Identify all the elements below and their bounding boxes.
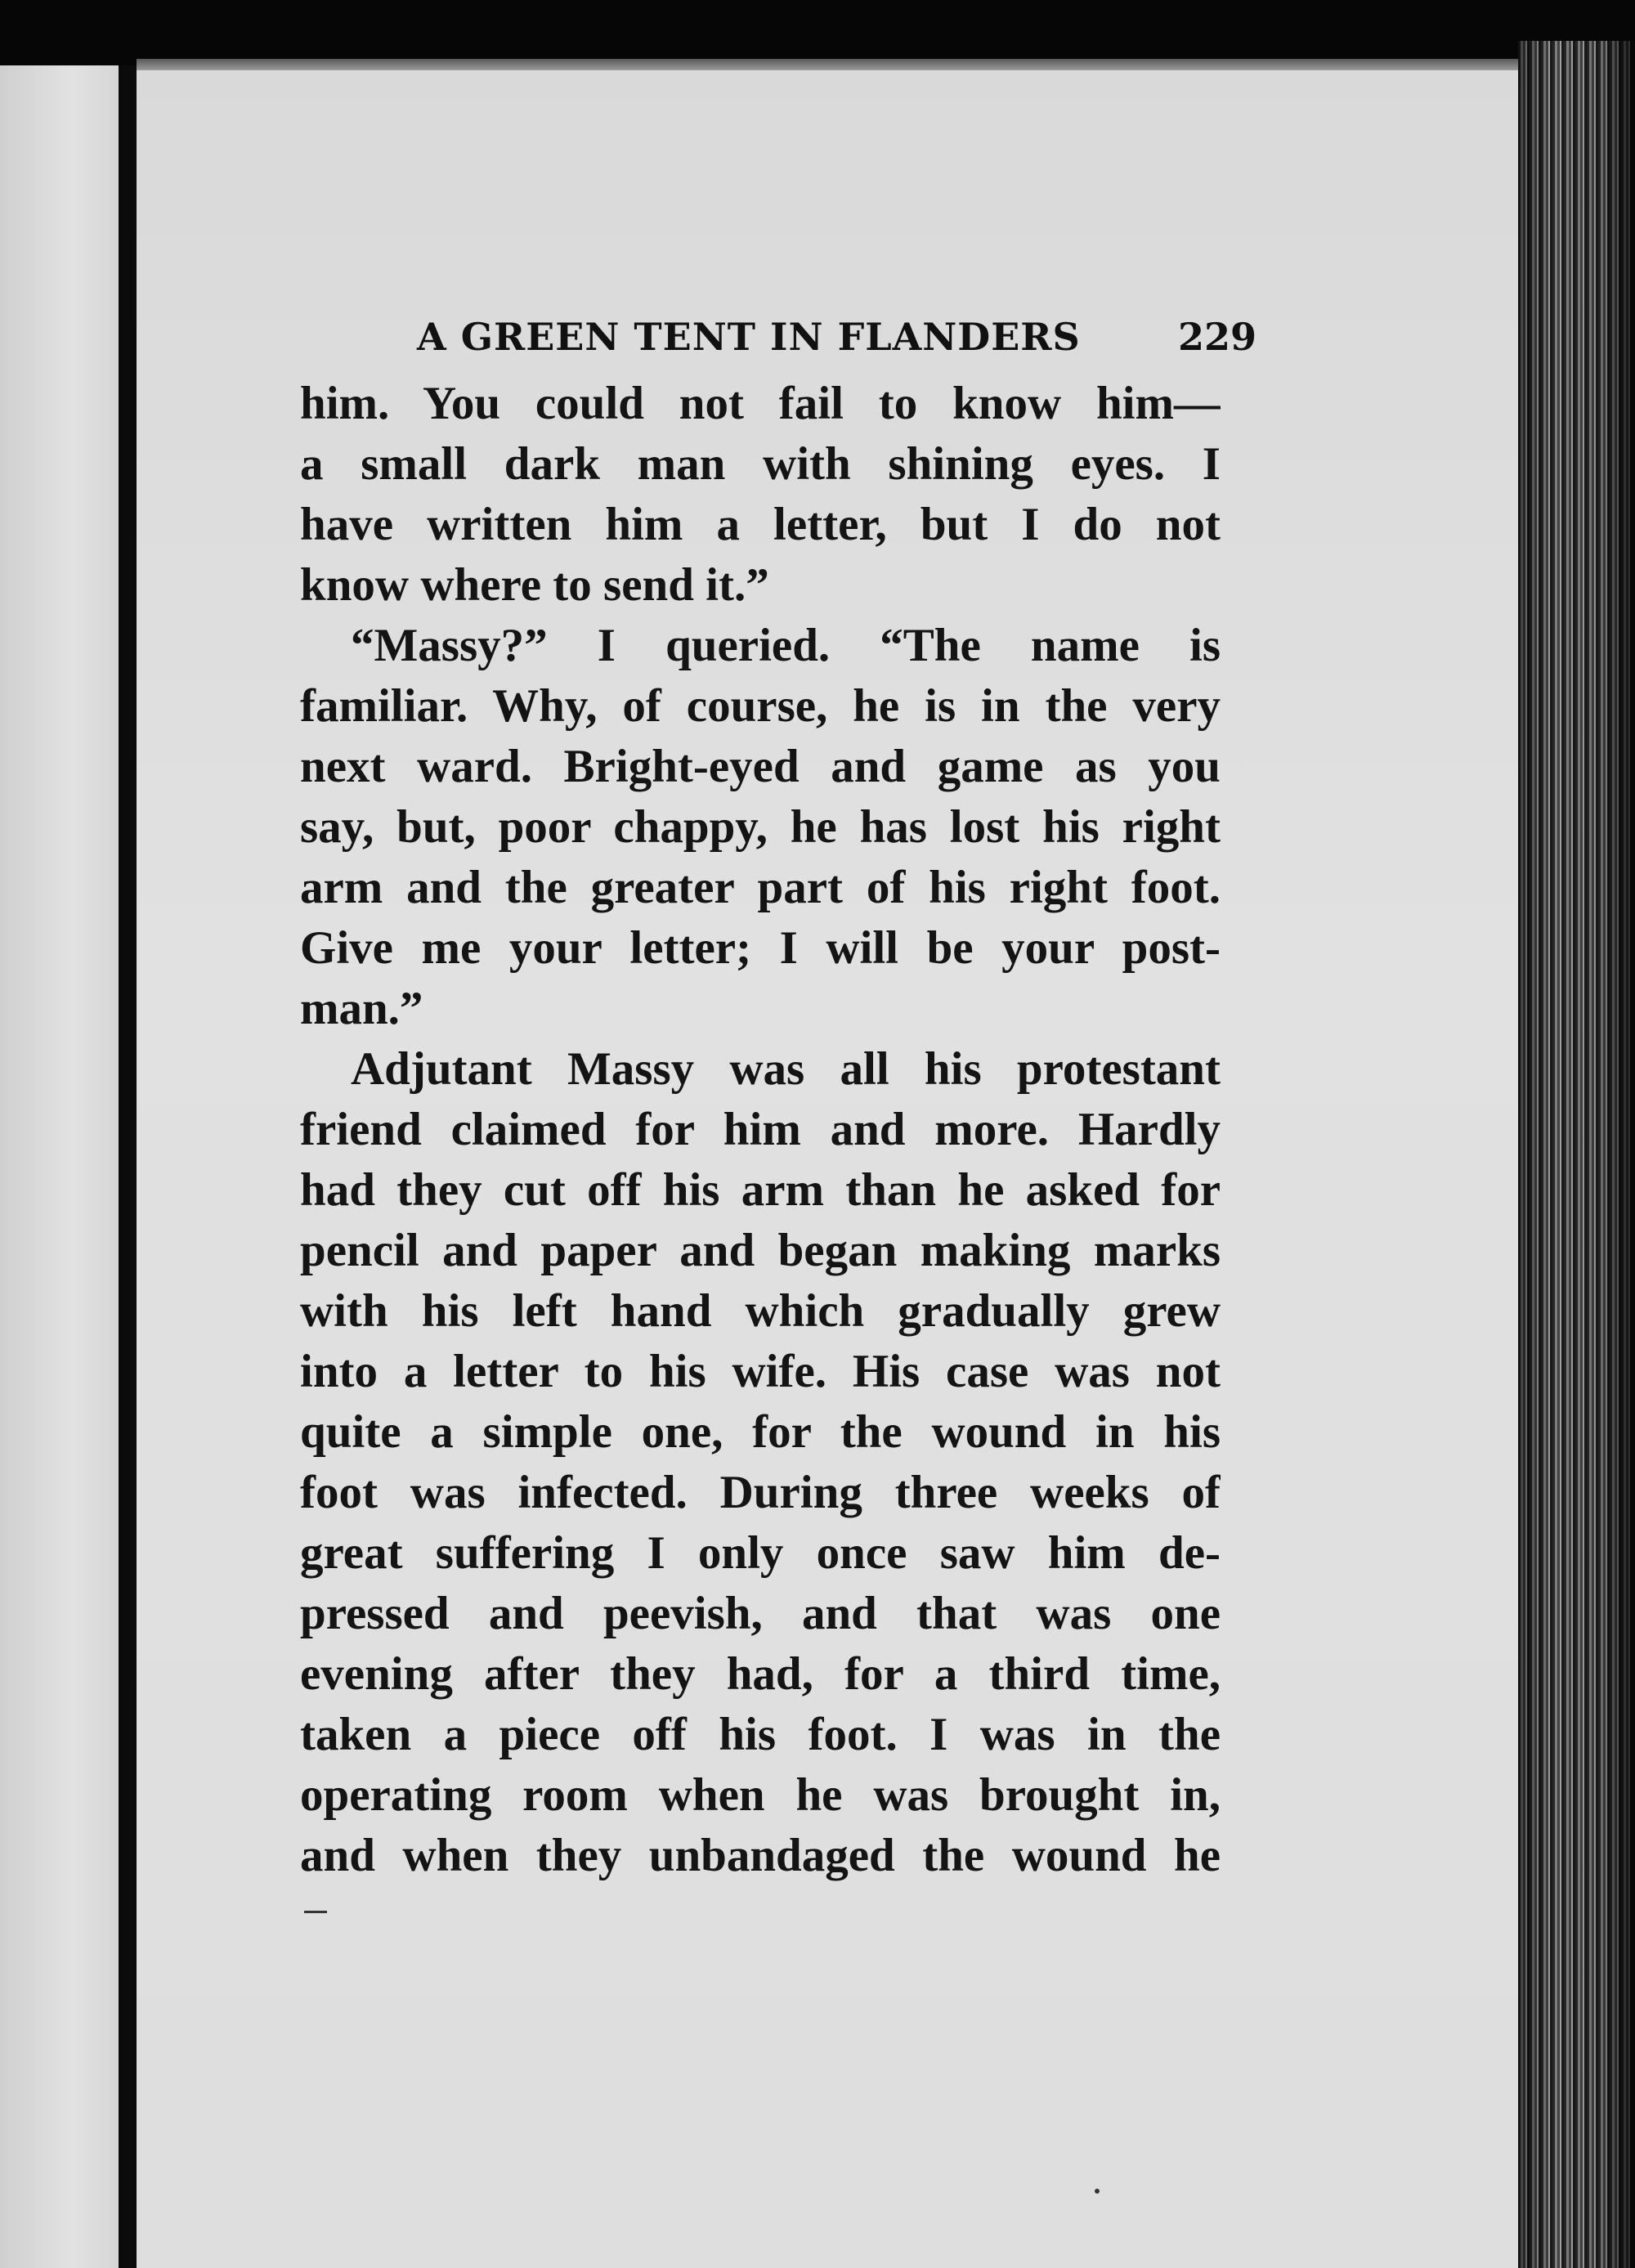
text-line: foot was infected. During three weeks of xyxy=(300,1467,1221,1518)
paper-speck xyxy=(1095,2189,1100,2194)
text-line: quite a simple one, for the wound in his xyxy=(300,1406,1221,1458)
text-line: Give me your letter; I will be your post- xyxy=(300,922,1221,974)
text-line: Adjutant Massy was all his protestant xyxy=(351,1043,1221,1095)
text-line: him. You could not fail to know him— xyxy=(300,378,1221,429)
page-number: 229 xyxy=(1178,315,1257,359)
book-page xyxy=(137,59,1518,2268)
facing-page-edge xyxy=(0,65,119,2268)
text-line: friend claimed for him and more. Hardly xyxy=(300,1104,1221,1155)
text-line: pencil and paper and began making marks xyxy=(300,1225,1221,1276)
text-line: had they cut off his arm than he asked for xyxy=(300,1164,1221,1216)
text-line: evening after they had, for a third time, xyxy=(300,1648,1221,1700)
page-top-edge xyxy=(137,59,1518,70)
text-line: great suffering I only once saw him de- xyxy=(300,1527,1221,1579)
text-line: pressed and peevish, and that was one xyxy=(300,1588,1221,1639)
text-line: arm and the greater part of his right foot. xyxy=(300,862,1221,913)
text-line: man.” xyxy=(300,983,423,1034)
text-line: next ward. Bright-eyed and game as you xyxy=(300,741,1221,792)
print-mark xyxy=(304,1911,327,1913)
text-line: say, but, poor chappy, he has lost his right xyxy=(300,801,1221,853)
running-header xyxy=(137,315,1518,364)
text-line: “Massy?” I queried. “The name is xyxy=(351,620,1221,671)
text-line: operating room when he was brought in, xyxy=(300,1769,1221,1821)
page-stack-shadow xyxy=(1518,41,1635,2268)
text-line: a small dark man with shining eyes. I xyxy=(300,438,1221,490)
book-gutter xyxy=(119,65,137,2268)
text-line: into a letter to his wife. His case was not xyxy=(300,1346,1221,1397)
text-line: taken a piece off his foot. I was in the xyxy=(300,1709,1221,1760)
running-title: A GREEN TENT IN FLANDERS xyxy=(417,315,1081,359)
text-line: familiar. Why, of course, he is in the very xyxy=(300,680,1221,732)
text-line: with his left hand which gradually grew xyxy=(300,1285,1221,1337)
text-line: and when they unbandaged the wound he xyxy=(300,1830,1221,1881)
text-line: have written him a letter, but I do not xyxy=(300,499,1221,550)
text-line: know where to send it.” xyxy=(300,559,769,611)
body-text xyxy=(300,374,1221,1886)
